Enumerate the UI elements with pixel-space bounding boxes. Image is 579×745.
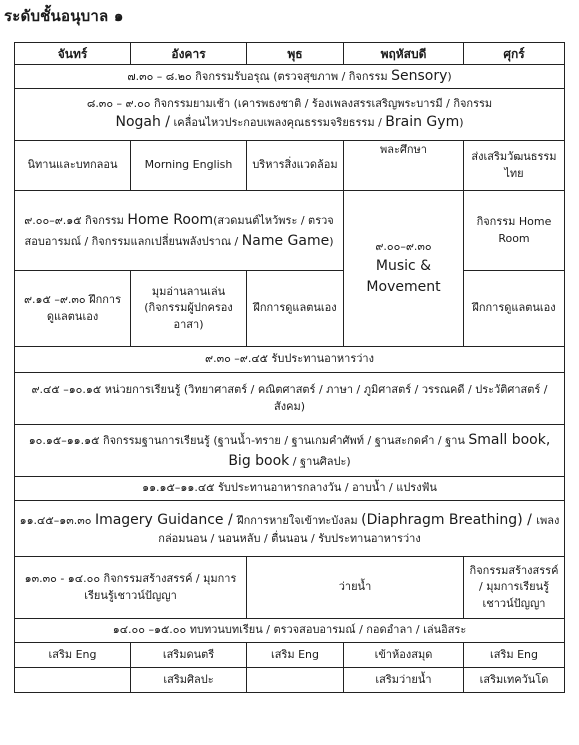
schedule-table xyxy=(14,42,565,693)
cell-fri-creative: กิจกรรมสร้างสรรค์ / มุมการเรียนรู้เชาวน์ปัญญา xyxy=(464,557,565,619)
row-subjects xyxy=(15,141,565,191)
row-review xyxy=(15,619,565,643)
music-label: Music & Movement xyxy=(366,257,441,295)
row-learning-unit xyxy=(15,373,565,425)
cell-morning-greeting: ๗.๓๐ – ๘.๒๐ กิจกรรมรับอรุณ (ตรวจสุขภาพ / กิจกรรม Sensory) xyxy=(15,65,565,89)
cell-wed-self-care: ฝึกการดูแลตนเอง xyxy=(247,271,344,347)
music-time: ๙.๐๐–๙.๓๐ xyxy=(375,240,432,254)
row-afternoon xyxy=(15,557,565,619)
day-thursday: พฤหัสบดี xyxy=(344,43,464,65)
cell-creative: ๑๓.๓๐ - ๑๔.๐๐ กิจกรรมสร้างสรรค์ / มุมการเรียนรู้เชาวน์ปัญญา xyxy=(15,557,247,619)
row-lunch xyxy=(15,477,565,501)
row-morning-greeting xyxy=(15,65,565,89)
cell-morning-activity: ๘.๓๐ – ๙.๐๐ กิจกรรมยามเช้า (เคารพธงชาติ / ร้องเพลงสรรเสริญพระบารมี / กิจกรรม Nogah / เคลื่อนไหวประกอบเพลงคุณธรรมจริยธรรม / Brain Gym) xyxy=(15,89,565,141)
row-self-care xyxy=(15,271,565,347)
cell-thu-extra-2: เสริมว่ายน้ำ xyxy=(344,668,464,693)
row-rest xyxy=(15,501,565,557)
cell-fri-self-care: ฝึกการดูแลตนเอง xyxy=(464,271,565,347)
cell-fri-culture: ส่งเสริมวัฒนธรรมไทย xyxy=(464,141,565,191)
day-monday: จันทร์ xyxy=(15,43,131,65)
cell-thu-music-movement xyxy=(344,191,464,347)
cell-mon-story: นิทานและบทกลอน xyxy=(15,141,131,191)
cell-thu-extra-1: เข้าห้องสมุด xyxy=(344,643,464,668)
row-extra-1 xyxy=(15,643,565,668)
cell-home-room: ๙.๐๐–๙.๑๕ กิจกรรม Home Room(สวดมนต์ไหว้พระ / ตรวจสอบอารมณ์ / กิจกรรมแลกเปลี่ยนพลังปราณ / Name Game) xyxy=(15,191,344,271)
cell-rest: ๑๑.๔๕–๑๓.๓๐ Imagery Guidance / ฝึกการหายใจเข้าทะบังลม (Diaphragm Breathing) / เพลงกล่อมนอน / นอนหลับ / ตื่นนอน / รับประทานอาหารว่าง xyxy=(15,501,565,557)
day-friday: ศุกร์ xyxy=(464,43,565,65)
cell-lunch: ๑๑.๑๕–๑๑.๔๕ รับประทานอาหารกลางวัน / อาบน้ำ / แปรงฟัน xyxy=(15,477,565,501)
cell-snack: ๙.๓๐ –๙.๔๕ รับประทานอาหารว่าง xyxy=(15,347,565,373)
row-extra-2 xyxy=(15,668,565,693)
cell-learning-stations: ๑๐.๑๕–๑๑.๑๕ กิจกรรมฐานการเรียนรู้ (ฐานน้ำ-ทราย / ฐานเกมคำศัพท์ / ฐานสะกดคำ / ฐาน Small book, Big book / ฐานศิลปะ) xyxy=(15,425,565,477)
cell-fri-extra-2: เสริมเทควันโด xyxy=(464,668,565,693)
cell-thu-pe: พละศึกษา xyxy=(344,141,464,191)
cell-fri-extra-1: เสริม Eng xyxy=(464,643,565,668)
cell-tue-reading: มุมอ่านลานเล่น (กิจกรรมผู้ปกครองอาสา) xyxy=(131,271,247,347)
day-tuesday: อังคาร xyxy=(131,43,247,65)
cell-wed-extra-2 xyxy=(247,668,344,693)
cell-mon-self-care: ๙.๑๕ –๙.๓๐ ฝึกการดูแลตนเอง xyxy=(15,271,131,347)
cell-mon-extra-2 xyxy=(15,668,131,693)
cell-wed-extra-1: เสริม Eng xyxy=(247,643,344,668)
cell-tue-morning-english: Morning English xyxy=(131,141,247,191)
row-home-room xyxy=(15,191,565,271)
cell-tue-extra-1: เสริมดนตรี xyxy=(131,643,247,668)
row-snack xyxy=(15,347,565,373)
header-row xyxy=(15,43,565,65)
page-title: ระดับชั้นอนุบาล ๑ xyxy=(4,7,124,25)
row-learning-stations xyxy=(15,425,565,477)
row-morning-activity xyxy=(15,89,565,141)
cell-review: ๑๔.๐๐ –๑๕.๐๐ ทบทวนบทเรียน / ตรวจสอบอารมณ์ / กอดอำลา / เล่นอิสระ xyxy=(15,619,565,643)
cell-learning-unit: ๙.๔๕ –๑๐.๑๕ หน่วยการเรียนรู้ (วิทยาศาสตร์ / คณิตศาสตร์ / ภาษา / ภูมิศาสตร์ / วรรณคดี / ประวัติศาสตร์ / สังคม) xyxy=(15,373,565,425)
cell-mon-extra-1: เสริม Eng xyxy=(15,643,131,668)
cell-wed-environment: บริหารสิ่งแวดล้อม xyxy=(247,141,344,191)
cell-swimming: ว่ายน้ำ xyxy=(247,557,464,619)
cell-fri-home-room: กิจกรรม Home Room xyxy=(464,191,565,271)
cell-tue-extra-2: เสริมศิลปะ xyxy=(131,668,247,693)
day-wednesday: พุธ xyxy=(247,43,344,65)
